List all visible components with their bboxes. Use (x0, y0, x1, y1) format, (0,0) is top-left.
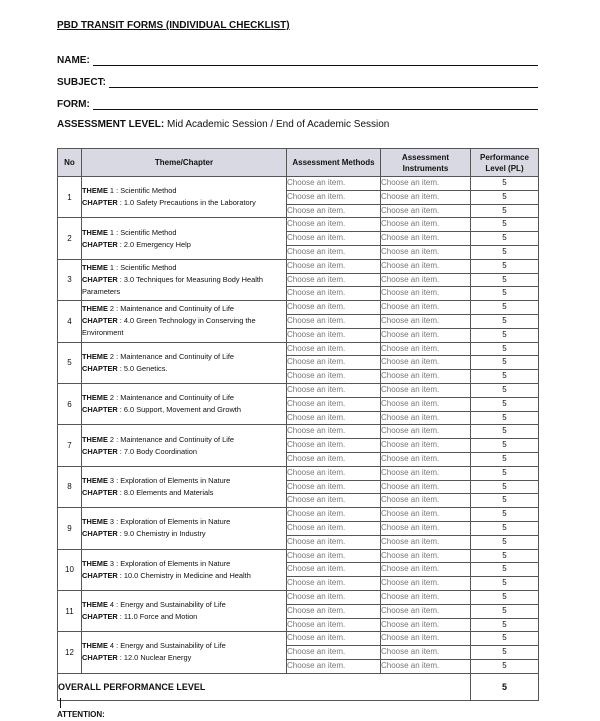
chapter-prefix: CHAPTER (82, 274, 118, 284)
assessment-method-dropdown[interactable]: Choose an item. (287, 218, 381, 232)
row-number: 4 (58, 301, 82, 342)
assessment-method-dropdown[interactable]: Choose an item. (287, 314, 381, 328)
chapter-text: : 11.0 Force and Motion (117, 612, 198, 622)
assessment-instrument-dropdown[interactable]: Choose an item. (381, 301, 471, 315)
header-methods: Assessment Methods (287, 149, 381, 177)
assessment-instrument-dropdown[interactable]: Choose an item. (381, 659, 471, 673)
name-field[interactable] (57, 52, 538, 66)
row-number: 5 (58, 342, 82, 383)
assessment-instrument-dropdown[interactable]: Choose an item. (381, 494, 471, 508)
assessment-instrument-dropdown[interactable]: Choose an item. (381, 439, 471, 453)
assessment-instrument-dropdown[interactable]: Choose an item. (381, 287, 471, 301)
chapter-text: : 4.0 Green Technology in Conserving the Environment (82, 316, 256, 338)
assessment-instrument-dropdown[interactable]: Choose an item. (381, 425, 471, 439)
assessment-level-label: ASSESSMENT LEVEL: (57, 119, 165, 130)
document-title: PBD TRANSIT FORMS (INDIVIDUAL CHECKLIST) (57, 20, 290, 31)
performance-level-value: 5 (471, 301, 539, 315)
assessment-method-dropdown[interactable]: Choose an item. (287, 618, 381, 632)
chapter-prefix: CHAPTER (82, 405, 118, 415)
assessment-instrument-dropdown[interactable]: Choose an item. (381, 383, 471, 397)
assessment-instrument-dropdown[interactable]: Choose an item. (381, 646, 471, 660)
theme-line (82, 516, 286, 528)
subject-input-line[interactable] (109, 77, 538, 88)
chapter-prefix: CHAPTER (82, 487, 118, 497)
assessment-instrument-dropdown[interactable]: Choose an item. (381, 466, 471, 480)
performance-level-value: 5 (471, 452, 539, 466)
chapter-prefix: CHAPTER (82, 239, 118, 249)
theme-chapter-cell (82, 632, 287, 673)
theme-line (82, 227, 286, 239)
theme-line (82, 475, 286, 487)
performance-level-value: 5 (471, 494, 539, 508)
header-theme: Theme/Chapter (82, 149, 287, 177)
table-body (58, 177, 539, 674)
performance-level-value: 5 (471, 659, 539, 673)
performance-level-value: 5 (471, 177, 539, 191)
row-number: 9 (58, 508, 82, 549)
assessment-method-dropdown[interactable]: Choose an item. (287, 232, 381, 246)
theme-text: 3 : Exploration of Elements in Nature (107, 558, 231, 568)
assessment-level (57, 119, 389, 130)
table-row (58, 590, 539, 604)
theme-text: 2 : Maintenance and Continuity of Life (107, 351, 235, 361)
assessment-instrument-dropdown[interactable]: Choose an item. (381, 397, 471, 411)
table-row (58, 383, 539, 397)
row-number: 12 (58, 632, 82, 673)
performance-level-value: 5 (471, 259, 539, 273)
theme-text: 4 : Energy and Sustainability of Life (107, 600, 226, 610)
assessment-instrument-dropdown[interactable]: Choose an item. (381, 328, 471, 342)
theme-chapter-cell (82, 218, 287, 259)
theme-chapter-cell (82, 549, 287, 590)
assessment-method-dropdown[interactable]: Choose an item. (287, 480, 381, 494)
performance-level-value: 5 (471, 245, 539, 259)
assessment-instrument-dropdown[interactable]: Choose an item. (381, 411, 471, 425)
chapter-text: : 10.0 Chemistry in Medicine and Health (117, 570, 251, 580)
assessment-instrument-dropdown[interactable]: Choose an item. (381, 480, 471, 494)
name-label: NAME: (57, 55, 90, 66)
form-input-line[interactable] (93, 99, 538, 110)
assessment-method-dropdown[interactable]: Choose an item. (287, 549, 381, 563)
theme-prefix: THEME (82, 186, 108, 196)
theme-text: 1 : Scientific Method (107, 227, 177, 237)
row-number: 6 (58, 383, 82, 424)
chapter-text: : 6.0 Support, Movement and Growth (117, 405, 241, 415)
assessment-method-dropdown[interactable]: Choose an item. (287, 439, 381, 453)
performance-level-value: 5 (471, 590, 539, 604)
assessment-instrument-dropdown[interactable]: Choose an item. (381, 356, 471, 370)
performance-level-value: 5 (471, 397, 539, 411)
assessment-method-dropdown[interactable]: Choose an item. (287, 204, 381, 218)
assessment-instrument-dropdown[interactable]: Choose an item. (381, 535, 471, 549)
assessment-method-dropdown[interactable]: Choose an item. (287, 273, 381, 287)
header-performance: Performance Level (PL) (471, 149, 539, 177)
assessment-method-dropdown[interactable]: Choose an item. (287, 466, 381, 480)
overall-row (58, 673, 539, 700)
theme-line (82, 262, 286, 274)
header-no: No (58, 149, 82, 177)
assessment-method-dropdown[interactable]: Choose an item. (287, 287, 381, 301)
assessment-method-dropdown[interactable]: Choose an item. (287, 301, 381, 315)
chapter-prefix: CHAPTER (82, 198, 118, 208)
performance-level-value: 5 (471, 287, 539, 301)
chapter-line (82, 404, 286, 416)
chapter-text: : 7.0 Body Coordination (117, 446, 198, 456)
performance-level-value: 5 (471, 342, 539, 356)
performance-level-value: 5 (471, 577, 539, 591)
assessment-method-dropdown[interactable]: Choose an item. (287, 383, 381, 397)
assessment-method-dropdown[interactable]: Choose an item. (287, 632, 381, 646)
chapter-line (82, 315, 286, 339)
theme-prefix: THEME (82, 227, 108, 237)
theme-text: 3 : Exploration of Elements in Nature (107, 517, 231, 527)
performance-level-value: 5 (471, 232, 539, 246)
performance-level-value: 5 (471, 328, 539, 342)
table-row (58, 508, 539, 522)
assessment-instrument-dropdown[interactable]: Choose an item. (381, 232, 471, 246)
chapter-line (82, 239, 286, 251)
row-number: 1 (58, 177, 82, 218)
theme-line (82, 558, 286, 570)
assessment-method-dropdown[interactable]: Choose an item. (287, 245, 381, 259)
chapter-line (82, 274, 286, 298)
row-number: 10 (58, 549, 82, 590)
row-number: 3 (58, 259, 82, 300)
performance-level-value: 5 (471, 618, 539, 632)
performance-level-value: 5 (471, 218, 539, 232)
theme-prefix: THEME (82, 600, 108, 610)
performance-level-value: 5 (471, 632, 539, 646)
assessment-method-dropdown[interactable]: Choose an item. (287, 411, 381, 425)
chapter-line (82, 446, 286, 458)
assessment-instrument-dropdown[interactable]: Choose an item. (381, 618, 471, 632)
theme-text: 2 : Maintenance and Continuity of Life (107, 434, 235, 444)
theme-prefix: THEME (82, 558, 108, 568)
performance-level-value: 5 (471, 508, 539, 522)
performance-level-value: 5 (471, 370, 539, 384)
theme-chapter-cell (82, 466, 287, 507)
chapter-line (82, 528, 286, 540)
assessment-instrument-dropdown[interactable]: Choose an item. (381, 370, 471, 384)
performance-level-value: 5 (471, 439, 539, 453)
theme-chapter-cell (82, 259, 287, 300)
table-row (58, 425, 539, 439)
chapter-text: : 2.0 Emergency Help (117, 239, 191, 249)
row-number: 7 (58, 425, 82, 466)
theme-line (82, 303, 286, 315)
theme-chapter-cell (82, 425, 287, 466)
performance-level-value: 5 (471, 411, 539, 425)
theme-chapter-cell (82, 508, 287, 549)
checklist-table (57, 148, 539, 701)
chapter-prefix: CHAPTER (82, 529, 118, 539)
table-row (58, 466, 539, 480)
performance-level-value: 5 (471, 521, 539, 535)
performance-level-value: 5 (471, 549, 539, 563)
assessment-method-dropdown[interactable]: Choose an item. (287, 604, 381, 618)
assessment-instrument-dropdown[interactable]: Choose an item. (381, 590, 471, 604)
assessment-method-dropdown[interactable]: Choose an item. (287, 535, 381, 549)
chapter-line (82, 652, 286, 664)
row-number: 2 (58, 218, 82, 259)
performance-level-value: 5 (471, 425, 539, 439)
assessment-instrument-dropdown[interactable]: Choose an item. (381, 604, 471, 618)
assessment-instrument-dropdown[interactable]: Choose an item. (381, 577, 471, 591)
assessment-method-dropdown[interactable]: Choose an item. (287, 508, 381, 522)
row-number: 11 (58, 590, 82, 631)
table-row (58, 632, 539, 646)
assessment-instrument-dropdown[interactable]: Choose an item. (381, 218, 471, 232)
assessment-instrument-dropdown[interactable]: Choose an item. (381, 204, 471, 218)
assessment-instrument-dropdown[interactable]: Choose an item. (381, 563, 471, 577)
chapter-prefix: CHAPTER (82, 653, 118, 663)
performance-level-value: 5 (471, 356, 539, 370)
chapter-prefix: CHAPTER (82, 446, 118, 456)
overall-value: 5 (471, 673, 539, 700)
assessment-instrument-dropdown[interactable]: Choose an item. (381, 452, 471, 466)
assessment-method-dropdown[interactable]: Choose an item. (287, 452, 381, 466)
assessment-method-dropdown[interactable]: Choose an item. (287, 397, 381, 411)
assessment-instrument-dropdown[interactable]: Choose an item. (381, 508, 471, 522)
assessment-instrument-dropdown[interactable]: Choose an item. (381, 632, 471, 646)
assessment-instrument-dropdown[interactable]: Choose an item. (381, 521, 471, 535)
subject-field[interactable] (57, 74, 538, 88)
row-number: 8 (58, 466, 82, 507)
assessment-instrument-dropdown[interactable]: Choose an item. (381, 549, 471, 563)
assessment-instrument-dropdown[interactable]: Choose an item. (381, 273, 471, 287)
performance-level-value: 5 (471, 646, 539, 660)
chapter-prefix: CHAPTER (82, 612, 118, 622)
attention-label: ATTENTION: (57, 710, 105, 719)
chapter-line (82, 570, 286, 582)
assessment-instrument-dropdown[interactable]: Choose an item. (381, 177, 471, 191)
chapter-line (82, 363, 286, 375)
assessment-method-dropdown[interactable]: Choose an item. (287, 659, 381, 673)
assessment-method-dropdown[interactable]: Choose an item. (287, 259, 381, 273)
theme-prefix: THEME (82, 434, 108, 444)
theme-chapter-cell (82, 383, 287, 424)
theme-text: 1 : Scientific Method (107, 262, 177, 272)
text-cursor (60, 698, 61, 708)
header-instruments: Assessment Instruments (381, 149, 471, 177)
theme-text: 1 : Scientific Method (107, 186, 177, 196)
theme-prefix: THEME (82, 262, 108, 272)
theme-chapter-cell (82, 590, 287, 631)
chapter-text: : 3.0 Techniques for Measuring Body Health Parameters (82, 274, 264, 296)
chapter-text: : 12.0 Nuclear Energy (117, 653, 192, 663)
theme-line (82, 351, 286, 363)
assessment-method-dropdown[interactable]: Choose an item. (287, 370, 381, 384)
assessment-instrument-dropdown[interactable]: Choose an item. (381, 245, 471, 259)
chapter-text: : 5.0 Genetics. (117, 363, 168, 373)
chapter-prefix: CHAPTER (82, 316, 118, 326)
assessment-instrument-dropdown[interactable]: Choose an item. (381, 342, 471, 356)
table-row (58, 301, 539, 315)
table-header-row (58, 149, 539, 177)
chapter-text: : 9.0 Chemistry in Industry (117, 529, 206, 539)
assessment-method-dropdown[interactable]: Choose an item. (287, 563, 381, 577)
theme-text: 4 : Energy and Sustainability of Life (107, 641, 226, 651)
performance-level-value: 5 (471, 563, 539, 577)
assessment-method-dropdown[interactable]: Choose an item. (287, 425, 381, 439)
assessment-instrument-dropdown[interactable]: Choose an item. (381, 190, 471, 204)
performance-level-value: 5 (471, 204, 539, 218)
table-row (58, 549, 539, 563)
assessment-method-dropdown[interactable]: Choose an item. (287, 177, 381, 191)
theme-prefix: THEME (82, 517, 108, 527)
theme-text: 2 : Maintenance and Continuity of Life (107, 393, 235, 403)
theme-prefix: THEME (82, 475, 108, 485)
performance-level-value: 5 (471, 466, 539, 480)
theme-line (82, 185, 286, 197)
table-row (58, 218, 539, 232)
performance-level-value: 5 (471, 273, 539, 287)
assessment-instrument-dropdown[interactable]: Choose an item. (381, 259, 471, 273)
theme-line (82, 434, 286, 446)
assessment-method-dropdown[interactable]: Choose an item. (287, 328, 381, 342)
theme-prefix: THEME (82, 351, 108, 361)
performance-level-value: 5 (471, 314, 539, 328)
assessment-level-value: Mid Academic Session / End of Academic Session (167, 119, 390, 130)
performance-level-value: 5 (471, 604, 539, 618)
assessment-method-dropdown[interactable]: Choose an item. (287, 190, 381, 204)
table-row (58, 177, 539, 191)
performance-level-value: 5 (471, 383, 539, 397)
assessment-instrument-dropdown[interactable]: Choose an item. (381, 314, 471, 328)
assessment-method-dropdown[interactable]: Choose an item. (287, 521, 381, 535)
performance-level-value: 5 (471, 190, 539, 204)
assessment-method-dropdown[interactable]: Choose an item. (287, 590, 381, 604)
assessment-method-dropdown[interactable]: Choose an item. (287, 494, 381, 508)
theme-text: 2 : Maintenance and Continuity of Life (107, 304, 235, 314)
name-input-line[interactable] (93, 55, 538, 66)
assessment-method-dropdown[interactable]: Choose an item. (287, 577, 381, 591)
theme-chapter-cell (82, 301, 287, 342)
table-row (58, 342, 539, 356)
assessment-method-dropdown[interactable]: Choose an item. (287, 646, 381, 660)
chapter-text: : 1.0 Safety Precautions in the Laboratory (117, 198, 256, 208)
performance-level-value: 5 (471, 535, 539, 549)
theme-chapter-cell (82, 177, 287, 218)
overall-label: OVERALL PERFORMANCE LEVEL (58, 673, 471, 700)
theme-prefix: THEME (82, 304, 108, 314)
table-row (58, 259, 539, 273)
form-field[interactable] (57, 96, 538, 110)
theme-text: 3 : Exploration of Elements in Nature (107, 475, 231, 485)
theme-prefix: THEME (82, 641, 108, 651)
theme-chapter-cell (82, 342, 287, 383)
chapter-prefix: CHAPTER (82, 363, 118, 373)
chapter-line (82, 487, 286, 499)
theme-line (82, 640, 286, 652)
performance-level-value: 5 (471, 480, 539, 494)
subject-label: SUBJECT: (57, 77, 106, 88)
theme-line (82, 392, 286, 404)
form-label: FORM: (57, 99, 90, 110)
chapter-line (82, 611, 286, 623)
chapter-prefix: CHAPTER (82, 570, 118, 580)
assessment-method-dropdown[interactable]: Choose an item. (287, 356, 381, 370)
assessment-method-dropdown[interactable]: Choose an item. (287, 342, 381, 356)
chapter-text: : 8.0 Elements and Materials (117, 487, 214, 497)
theme-line (82, 599, 286, 611)
theme-prefix: THEME (82, 393, 108, 403)
chapter-line (82, 197, 286, 209)
